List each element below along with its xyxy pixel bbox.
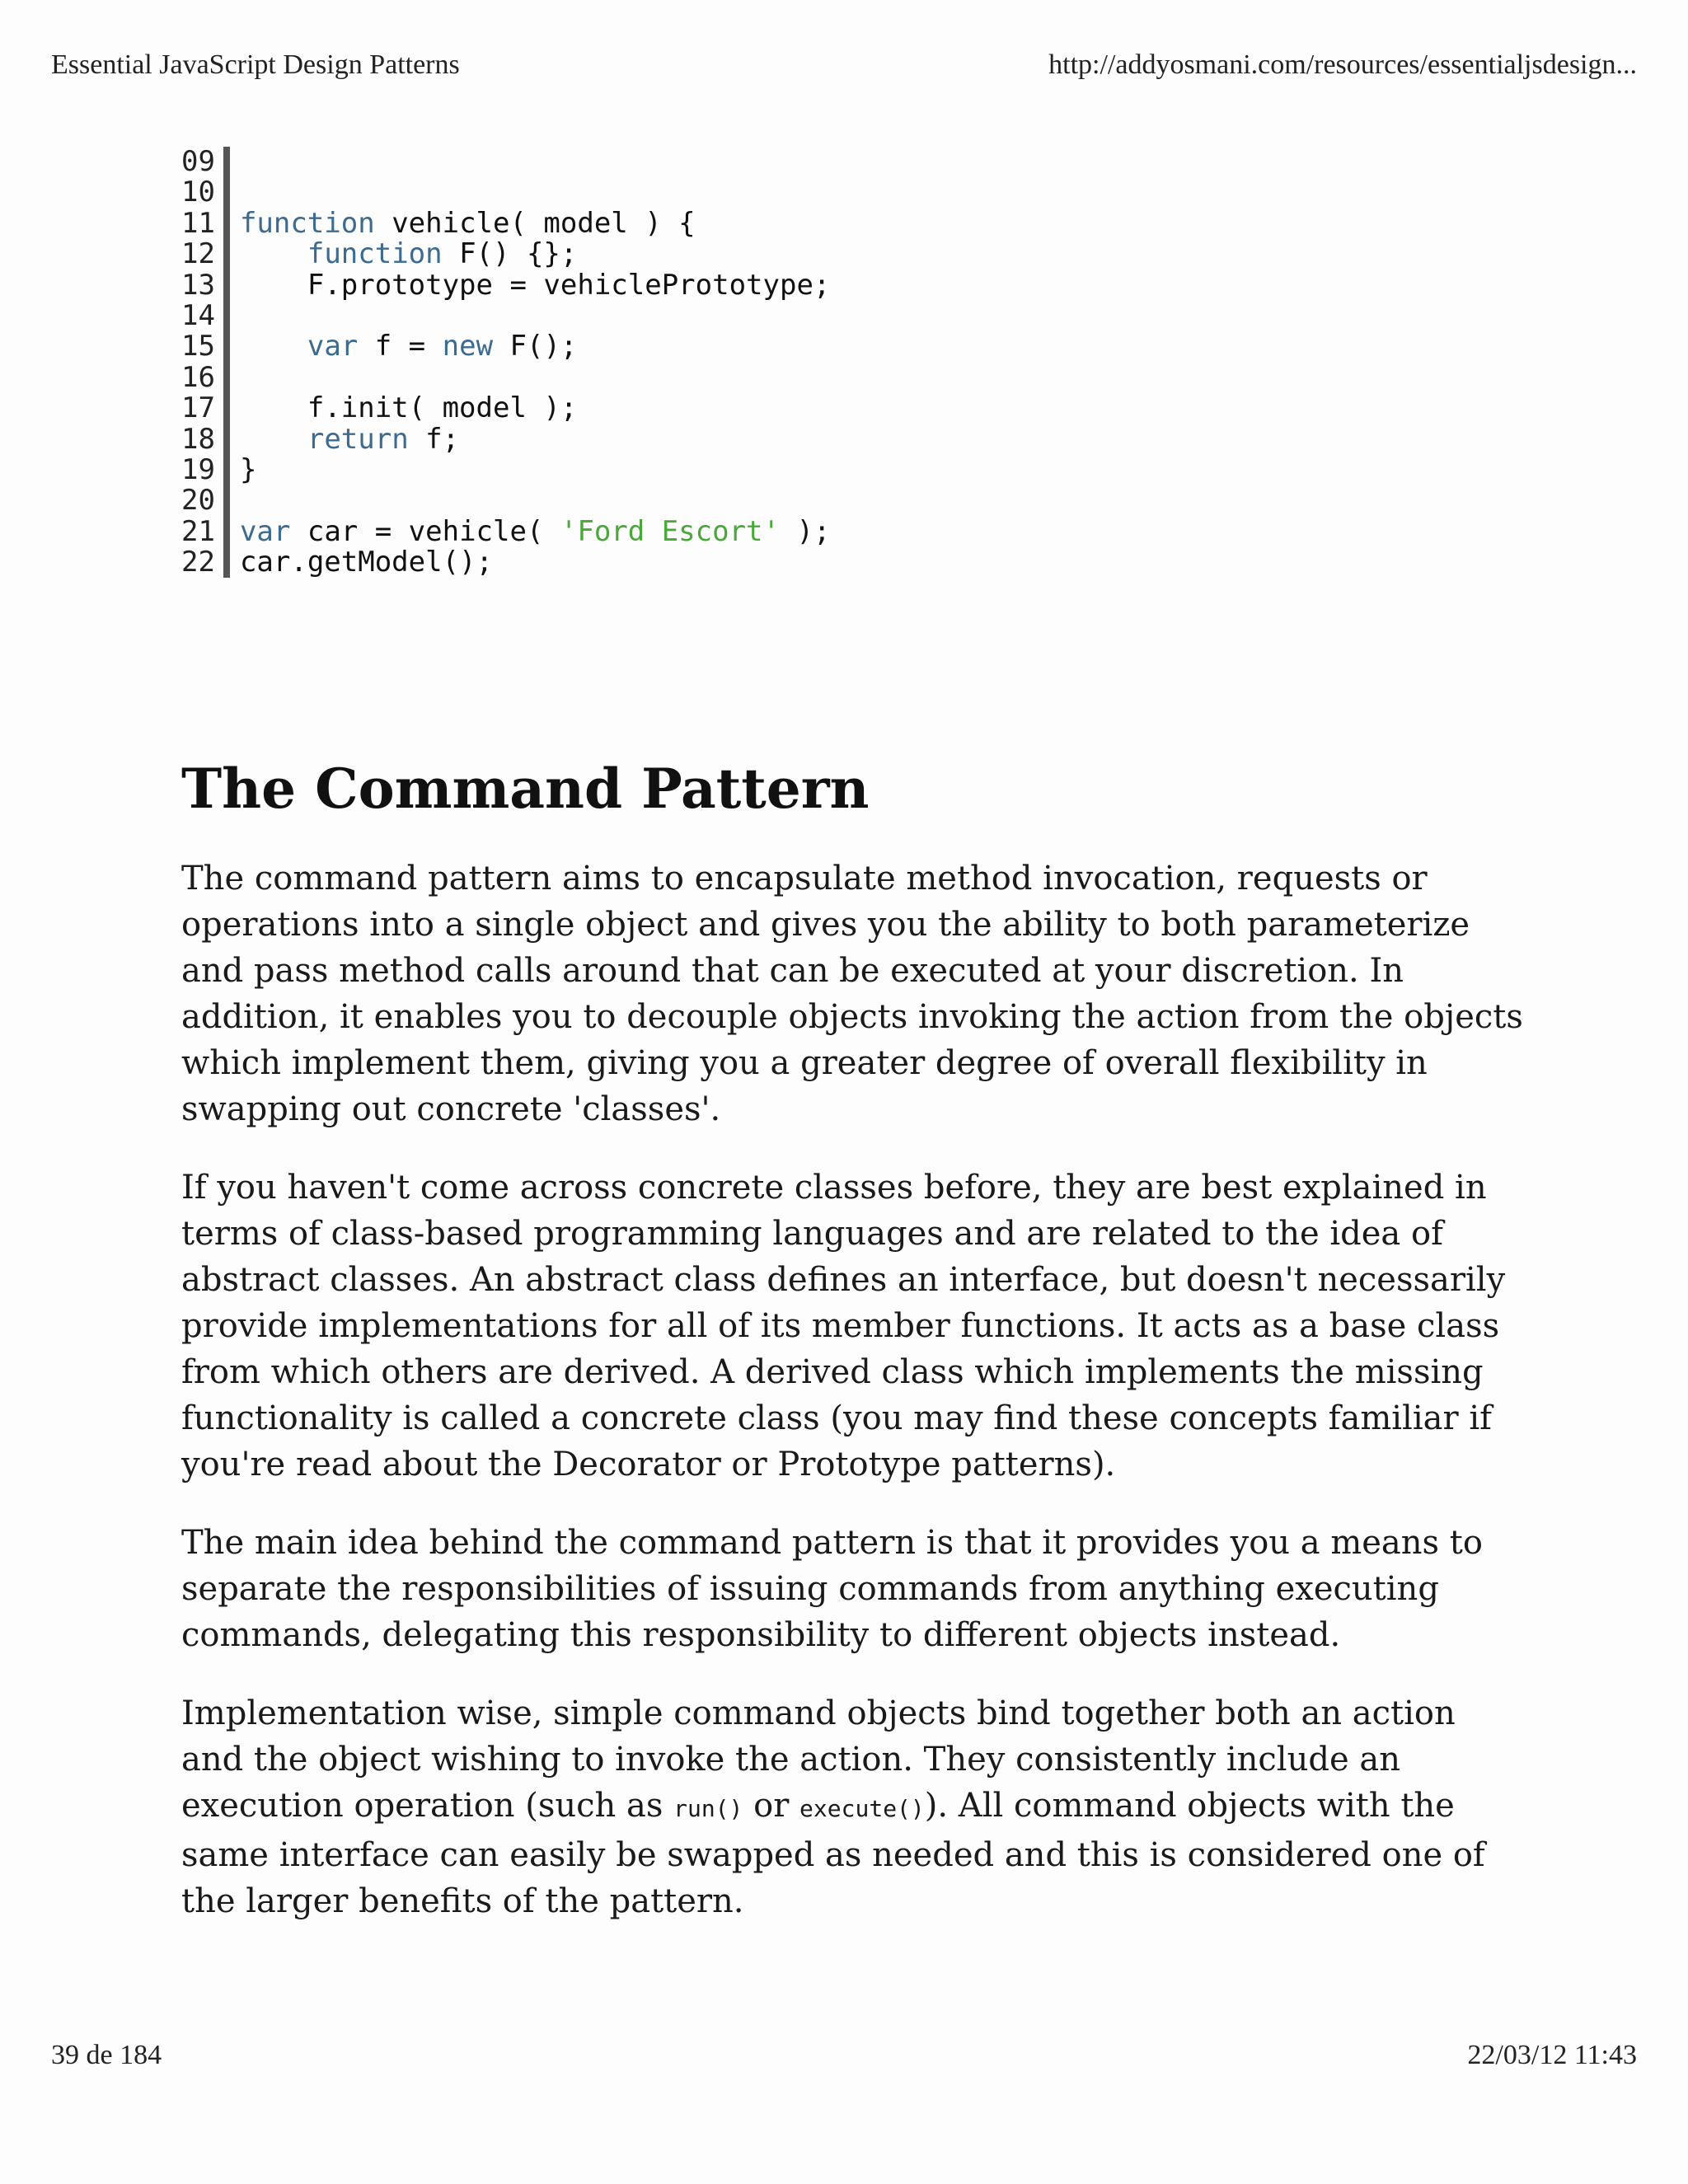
paragraph-4-text: or bbox=[743, 1787, 800, 1825]
code-text: F() {}; bbox=[442, 237, 578, 271]
code-text: F(); bbox=[493, 330, 578, 363]
line-number: 17 bbox=[181, 391, 215, 425]
page-header-url: http://addyosmani.com/resources/essentialjsdesign... bbox=[1048, 49, 1637, 80]
keyword: new bbox=[442, 330, 494, 363]
code-line-14 bbox=[240, 301, 830, 331]
line-number: 13 bbox=[181, 268, 215, 302]
code-line-20 bbox=[240, 485, 830, 516]
code-indent bbox=[240, 330, 307, 363]
keyword: return bbox=[307, 422, 409, 456]
line-number: 16 bbox=[181, 360, 215, 394]
paragraph-4-text: ). All command objects with the same interface can easily be swapped as needed and this is considered one of the larger benefits of the pattern. bbox=[181, 1787, 1485, 1920]
page-header-title: Essential JavaScript Design Patterns bbox=[51, 49, 460, 80]
paragraph-2: If you haven't come across concrete classes before, they are best explained in terms of class-based programming languages and are related to the idea of abstract classes. An abstract class defines an interface, but doesn't necessarily provide implementations for all of its member functions. It acts as a base class from which others are derived. A derived class which implements the missing functionality is called a concrete class (you may find these concepts familiar if you're read about the Decorator or Prototype patterns). bbox=[181, 1169, 1506, 1483]
code-text: car = vehicle( bbox=[290, 514, 560, 548]
line-number: 18 bbox=[181, 422, 215, 456]
code-text: f = bbox=[358, 330, 443, 363]
line-number: 21 bbox=[181, 514, 215, 548]
section-content bbox=[181, 855, 1525, 1957]
paragraph-4-text: Implementation wise, simple command objects bind together both an action and the object wishing to invoke the action. They consistently include an execution operation (such as bbox=[181, 1694, 1456, 1825]
code-indent bbox=[240, 423, 307, 456]
paragraph-4 bbox=[181, 1690, 1525, 1924]
inline-code-run: run() bbox=[673, 1795, 743, 1822]
line-number: 20 bbox=[181, 484, 215, 518]
code-line-17: f.init( model ); bbox=[239, 391, 578, 425]
page-number: 39 de 184 bbox=[51, 2040, 162, 2070]
code-line-21 bbox=[239, 514, 831, 548]
code-line-09 bbox=[240, 147, 830, 177]
code-line-19: } bbox=[239, 452, 257, 486]
code-line-16 bbox=[240, 363, 830, 393]
code-line-13: F.prototype = vehiclePrototype; bbox=[239, 268, 831, 302]
code-line-12 bbox=[240, 239, 830, 269]
code-line-18 bbox=[240, 424, 830, 455]
code-line-11 bbox=[239, 206, 830, 240]
code-text: vehicle( model ) { bbox=[374, 206, 696, 240]
inline-code-execute: execute() bbox=[799, 1795, 925, 1822]
keyword: function bbox=[307, 237, 443, 271]
line-number: 14 bbox=[181, 298, 215, 332]
string-literal: 'Ford Escort' bbox=[560, 514, 780, 548]
code-line-10 bbox=[240, 177, 830, 208]
keyword: var bbox=[307, 330, 359, 363]
line-number: 12 bbox=[181, 237, 215, 271]
keyword: var bbox=[239, 514, 291, 548]
paragraph-3: The main idea behind the command pattern is that it provides you a means to separate the responsibilities of issuing commands from anything executing commands, delegating this responsibility to different objects instead. bbox=[181, 1524, 1483, 1654]
section-title: The Command Pattern bbox=[181, 757, 870, 821]
keyword: function bbox=[239, 206, 375, 240]
code-text: f; bbox=[408, 422, 460, 456]
code-line-15 bbox=[240, 331, 830, 362]
line-number: 11 bbox=[181, 206, 215, 240]
code-indent bbox=[240, 237, 307, 270]
code-block bbox=[181, 147, 830, 578]
code-line-22: car.getModel(); bbox=[239, 546, 493, 579]
line-number: 19 bbox=[181, 452, 215, 486]
line-number: 22 bbox=[181, 546, 215, 579]
print-datetime: 22/03/12 11:43 bbox=[1467, 2040, 1637, 2070]
line-number-gutter bbox=[181, 147, 230, 578]
code-text: ); bbox=[780, 514, 831, 548]
line-number: 09 bbox=[181, 145, 215, 178]
code-lines bbox=[230, 147, 830, 578]
line-number: 10 bbox=[181, 176, 215, 209]
paragraph-1: The command pattern aims to encapsulate method invocation, requests or operations into a single object and gives you the ability to both parameterize and pass method calls around that can be executed at your discretion. In addition, it enables you to decouple objects invoking the action from the objects which implement them, giving you a greater degree of overall flexibility in swapping out concrete 'classes'. bbox=[181, 860, 1523, 1128]
line-number: 15 bbox=[181, 330, 215, 363]
